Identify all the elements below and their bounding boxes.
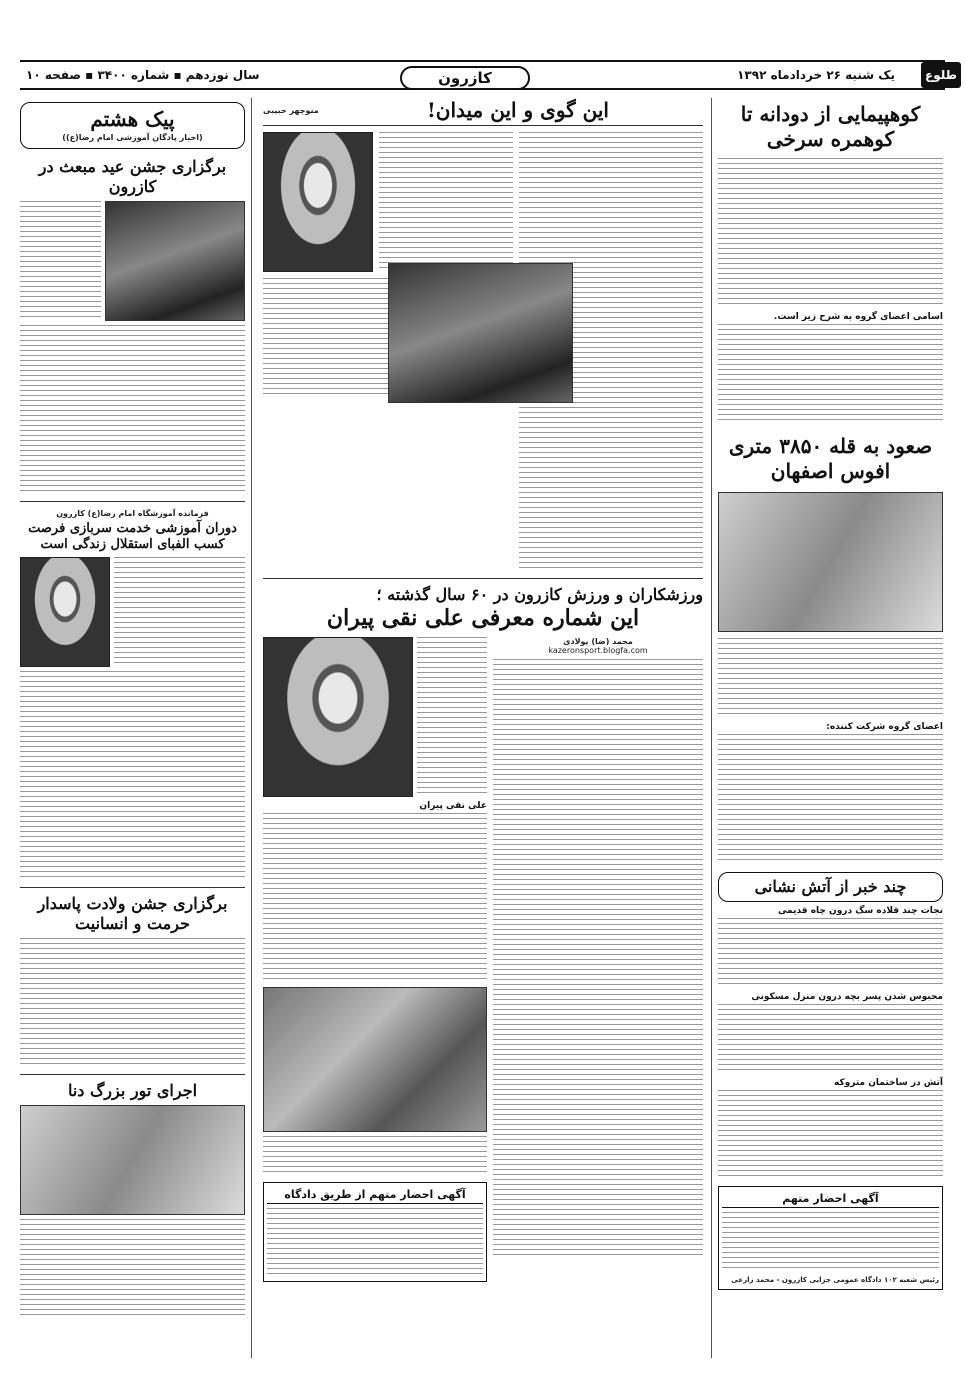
author-photo xyxy=(263,132,373,272)
section-box xyxy=(20,102,245,149)
left-column xyxy=(20,98,252,1358)
article-body xyxy=(114,557,245,667)
cleric-photo xyxy=(105,201,245,321)
feature-body xyxy=(493,659,703,1259)
box-subtitle: (اخبار پادگان آموزشی امام رضا(ع)) xyxy=(62,133,203,142)
issue-number: سال نوزدهم ▪ شماره ۳۴۰۰ ▪ صفحه ۱۰ xyxy=(26,68,260,82)
article-headline: صعود به قله ۳۸۵۰ متری افوس اصفهان xyxy=(728,434,933,483)
athlete-photo xyxy=(263,637,413,797)
court-notice-title: آگهی احضار متهم از طریق دادگاه xyxy=(267,1186,483,1204)
news-item-title: محبوس شدن پسر بچه درون منزل مسکونی xyxy=(751,992,943,1002)
feature-byline: محمد (ضا) پولادی xyxy=(563,636,633,646)
article-body xyxy=(20,671,245,881)
news-box-title: چند خبر از آتش نشانی xyxy=(754,877,907,896)
news-item-body xyxy=(718,1004,943,1074)
court-notice-body xyxy=(267,1208,483,1278)
court-notice xyxy=(263,1182,487,1282)
section-title: کازرون xyxy=(400,66,530,90)
news-box xyxy=(718,872,943,902)
voting-photo xyxy=(388,263,573,403)
article-body xyxy=(20,201,101,321)
article-body xyxy=(20,1219,245,1319)
officer-photo xyxy=(20,557,110,667)
notice-body xyxy=(722,1212,939,1272)
notice-title: آگهی احضار متهم xyxy=(722,1190,939,1208)
article-headline: این گوی و این میدان! xyxy=(427,98,609,122)
newspaper-logo: طلوع xyxy=(921,62,961,88)
feature-body xyxy=(263,1136,487,1176)
cyclists-photo xyxy=(20,1105,245,1215)
article-headline: دوران آموزشی خدمت سربازی فرصت کسب الفبای استقلال زندگی است xyxy=(28,520,237,553)
feature-body xyxy=(263,813,487,983)
issue-date: یک شنبه ۲۶ خردادماه ۱۳۹۲ xyxy=(737,68,895,82)
right-column xyxy=(711,98,943,1358)
article-headline: برگزاری جشن ولادت پاسدار حرمت و انسانیت xyxy=(37,894,228,934)
article-byline: منوچهر حبیبی xyxy=(263,106,319,115)
mountain-photo xyxy=(718,492,943,632)
article-body xyxy=(718,638,943,718)
article-subheading: اسامی اعضای گروه به شرح زیر است. xyxy=(773,312,943,322)
article-headline: اجرای تور بزرگ دنا xyxy=(67,1081,198,1101)
article-body xyxy=(718,734,943,864)
article-body xyxy=(20,938,245,1068)
box-title: پیک هشتم xyxy=(90,107,175,131)
feature-headline: این شماره معرفی علی نقی پیران xyxy=(326,605,640,631)
article-headline: برگزاری جشن عید مبعث در کازرون xyxy=(38,157,227,197)
article-headline: کوهپیمایی از دودانه تا کوهمره سرخی xyxy=(740,102,921,151)
team-photo xyxy=(263,987,487,1132)
news-item-title: نجات چند قلاده سگ درون چاه قدیمی xyxy=(777,906,943,916)
news-item-title: آتش در ساختمان متروکه xyxy=(833,1078,943,1088)
article-body xyxy=(379,132,513,272)
article-kicker: فرمانده آموزشگاه امام رضا(ع) کازرون xyxy=(56,509,209,519)
feature-url: kazeronsport.blogfa.com xyxy=(548,645,648,655)
article-body xyxy=(718,158,943,308)
legal-notice xyxy=(718,1186,943,1290)
article-subheading: اعضای گروه شرکت کننده: xyxy=(826,722,943,732)
news-item-body xyxy=(718,918,943,988)
article-body xyxy=(20,325,245,495)
middle-column xyxy=(263,98,703,1358)
news-item-body xyxy=(718,1090,943,1180)
feature-subheading: علی نقی پیران xyxy=(419,800,487,811)
article-body xyxy=(718,324,943,424)
feature-body xyxy=(417,637,487,797)
notice-signature: رئیس شعبه ۱۰۲ دادگاه عمومی جزایی کازرون - محمد زارعی xyxy=(731,1276,939,1284)
feature-kicker: ورزشکاران و ورزش کازرون در ۶۰ سال گذشته ؛ xyxy=(376,585,703,604)
